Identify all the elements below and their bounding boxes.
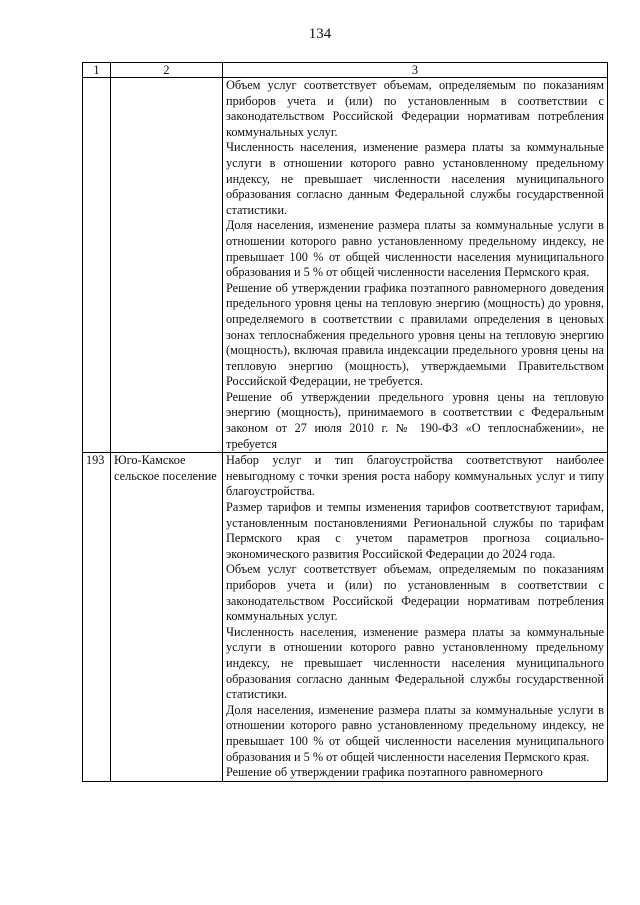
paragraph: Объем услуг соответствует объемам, определяемым по показаниям приборов учета и (или) по установленным в соответствии с законодательством Российской Федерации нормативам потребления коммунальных услуг. [226,78,604,139]
column-header: 3 [223,63,608,78]
page-number: 134 [308,26,332,42]
paragraph: Доля населения, изменение размера платы за коммунальные услуги в отношении которого равно установленному предельному индексу, не превышает 100 % от общей численности населения муниципального образования и 5 % от общей численности населения Пермского края. [226,702,604,764]
conditions-cell [223,78,608,453]
column-header: 2 [111,63,223,78]
conditions-cell [223,453,608,781]
settlement-name: Юго-Камское сельское поселение [111,453,223,781]
settlement-name [111,78,223,453]
paragraph: Набор услуг и тип благоустройства соответствуют наиболее невыгодному с точки зрения роста набору коммунальных услуг и типу благоустройства. [226,453,604,499]
table-row [83,78,608,453]
document-table [82,62,608,782]
paragraph: Объем услуг соответствует объемам, определяемым по показаниям приборов учета и (или) по установленным в соответствии с законодательством Российской Федерации нормативам потребления коммунальных услуг. [226,562,604,624]
paragraph: Доля населения, изменение размера платы за коммунальные услуги в отношении которого равно установленному предельному индексу, не превышает 100 % от общей численности населения муниципального образования и 5 % от общей численности населения Пермского края. [226,218,604,280]
paragraph: Решение об утверждении предельного уровня цены на тепловую энергию (мощность), принимаемого в соответствии с Федеральным законом от 27 июля 2010 г. № 190-ФЗ «О теплоснабжении», не требуется [226,389,604,451]
column-header: 1 [83,63,111,78]
table-row [83,453,608,781]
paragraph: Численность населения, изменение размера платы за коммунальные услуги в отношении которого равно установленному предельному индексу, не превышает численности населения муниципального образования согласно данным Федеральной службы государственной статистики. [226,624,604,702]
paragraph: Размер тарифов и темпы изменения тарифов соответствуют тарифам, установленным постановлениями Региональной службы по тарифам Пермского края с учетом параметров прогноза социально-экономического развития Российской Федерации до 2024 года. [226,500,604,561]
row-number: 193 [83,453,111,781]
paragraph: Численность населения, изменение размера платы за коммунальные услуги в отношении которого равно установленному предельному индексу, не превышает численности населения муниципального образования согласно данным Федеральной службы государственной статистики. [226,140,604,217]
paragraph: Решение об утверждении графика поэтапного равномерного [226,765,543,780]
table-header-row [83,63,608,78]
row-number [83,78,111,453]
paragraph: Решение об утверждении графика поэтапного равномерного доведения предельного уровня цены на тепловую энергию (мощность) до уровня, определяемого в соответствии с правилами определения в ценовых зонах теплоснабжения предельного уровня цены на тепловую энергию (мощность), включая правила индексации предельного уровня цены на тепловую энергию (мощность), утверждаемыми Правительством Российской Федерации, не требуется. [226,280,604,389]
